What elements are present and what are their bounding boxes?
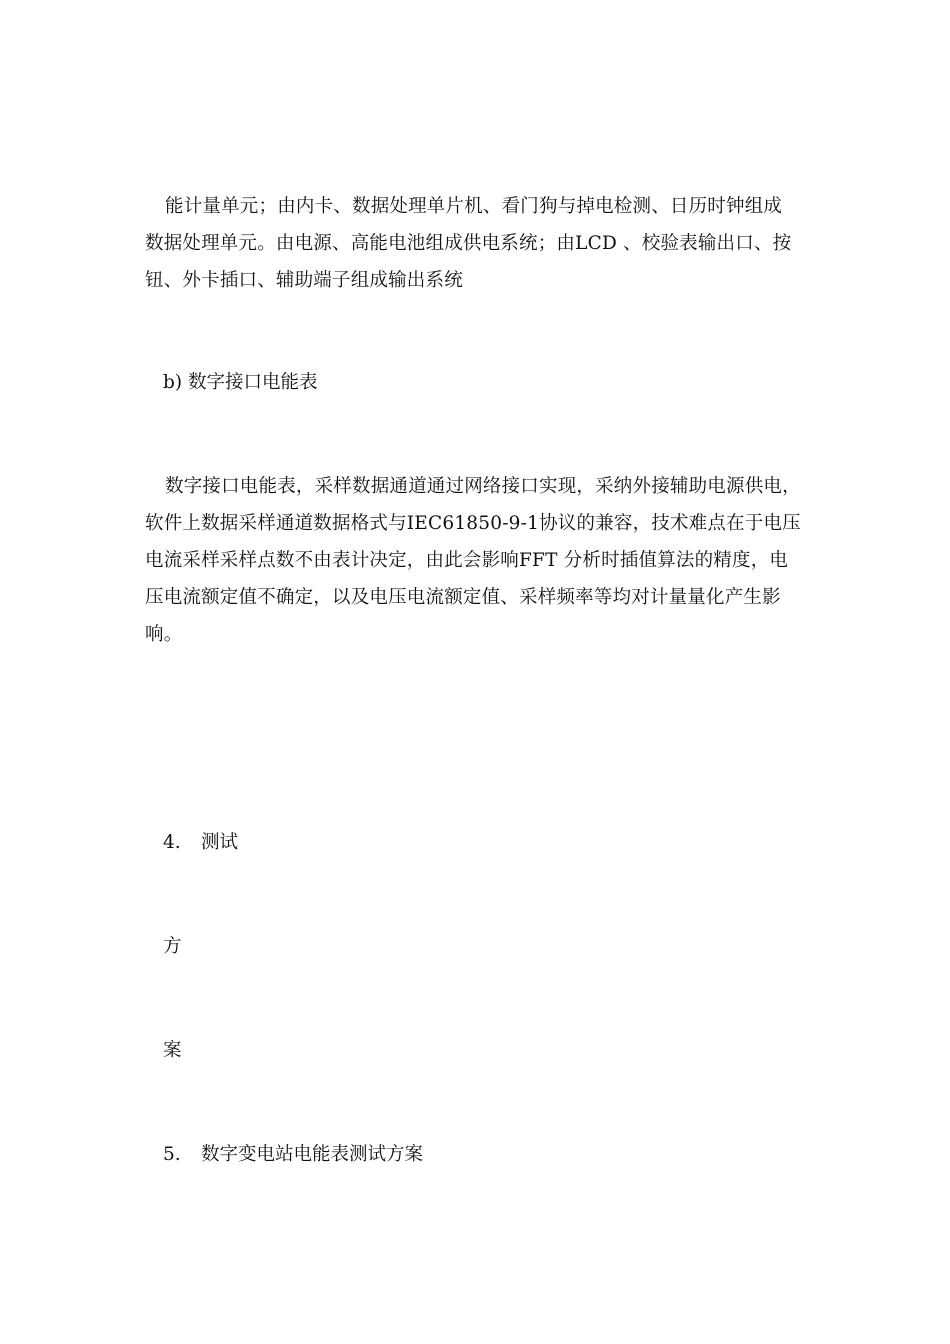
paragraph-line: 电流采样采样点数不由表计决定，由此会影响FFT 分析时插值算法的精度，电: [145, 550, 789, 571]
paragraph-line: 能计量单元；由内卡、数据处理单片机、看门狗与掉电检测、日历时钟组成: [165, 196, 783, 217]
paragraph-line: 响。: [145, 624, 183, 645]
heading-number: 5.: [163, 1144, 181, 1165]
paragraph-metering-units: [145, 188, 810, 299]
paragraph-line: 压电流额定值不确定，以及电压电流额定值、采样频率等均对计量量化产生影: [145, 587, 781, 608]
paragraph-line: 数字接口电能表，采样数据通道通过网络接口实现，采纳外接辅助电源供电，: [165, 476, 801, 497]
heading-digital-substation-test-plan: [163, 1142, 423, 1168]
heading-test: [163, 830, 238, 856]
paragraph-line: 钮、外卡插口、辅助端子组成输出系统: [145, 270, 463, 291]
paragraph-line: 数据处理单元。由电源、高能电池组成供电系统；由LCD 、校验表输出口、按: [145, 233, 792, 254]
heading-number: 4.: [163, 832, 181, 853]
paragraph-digital-interface-meter: [145, 468, 810, 653]
paragraph-line: 软件上数据采样通道数据格式与IEC61850-9-1协议的兼容，技术难点在于电压: [145, 513, 801, 534]
heading-text: 数字变电站电能表测试方案: [201, 1144, 424, 1165]
heading-test-continued-2: 案: [163, 1040, 182, 1061]
heading-text: 测试: [201, 832, 239, 853]
heading-test-continued-1: 方: [163, 936, 182, 957]
heading-digital-interface-meter: b) 数字接口电能表: [163, 372, 318, 393]
